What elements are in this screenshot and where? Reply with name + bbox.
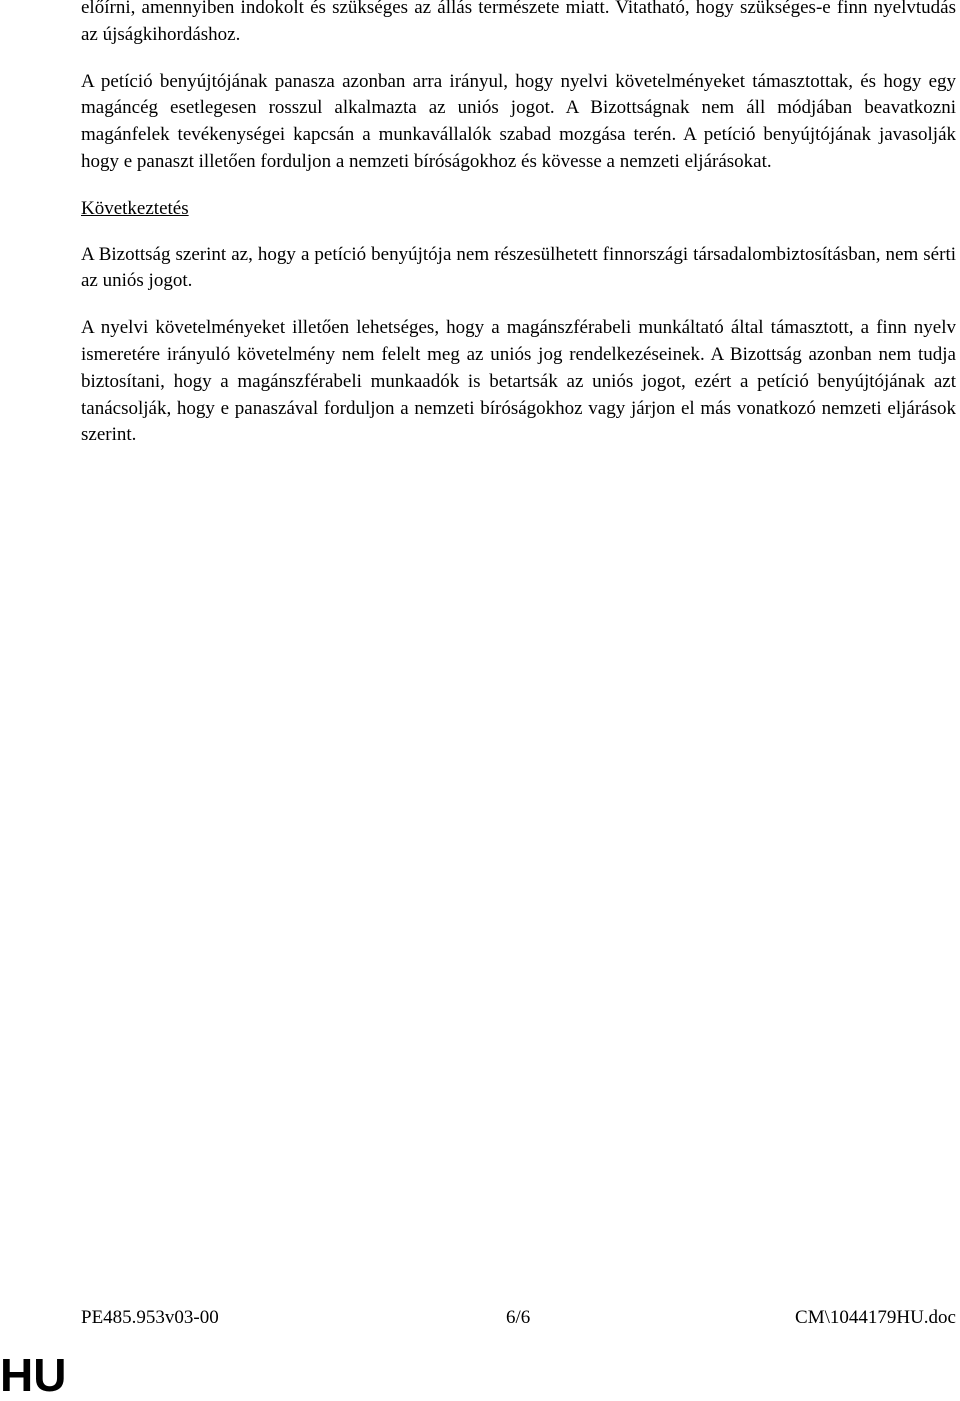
page-footer [81,1305,956,1331]
paragraph-conclusion-language-requirements: A nyelvi követelményeket illetően lehetséges, hogy a magánszférabeli munkáltató által támasztott, a finn nyelv ismeretére irányuló követelmény nem felelt meg az uniós jog rendelkezéseinek. A Bizottság azonban nem tudja biztosítani, hogy a magánszférabeli munkaadók is betartsák az uniós jogot, ezért a petíció benyújtójának azt tanácsolják, hogy e panaszával forduljon a nemzeti bíróságokhoz vagy járjon el más vonatkozó nemzeti eljárások szerint. [81,317,956,446]
paragraph-conclusion-social-security: A Bizottság szerint az, hogy a petíció benyújtója nem részesülhetett finnországi társadalombiztosításban, nem sérti az uniós jogot. [81,243,956,292]
footer-filename: CM\1044179HU.doc [795,1307,956,1328]
language-code-label: HU [0,1349,67,1401]
document-body [81,0,956,469]
footer-page-number: 6/6 [506,1307,531,1328]
paragraph-petitioner-complaint: A petíció benyújtójának panasza azonban arra irányul, hogy nyelvi követelményeket támasztottak, és hogy egy magáncég esetlegesen rosszul alkalmazta az uniós jogot. A Bizottságnak nem áll módjában beavatkozni magánfelek tevékenységei kapcsán a munkavállalók szabad mozgása terén. A petíció benyújtójának javasolják hogy e panaszt illetően forduljon a nemzeti bíróságokhoz és kövesse a nemzeti eljárásokat. [81,70,956,172]
section-heading-conclusion: Következtetés [81,197,189,219]
footer-reference: PE485.953v03-00 [81,1307,219,1328]
paragraph-intro-continuation: előírni, amennyiben indokolt és szükséges az állás természete miatt. Vitatható, hogy szükséges-e finn nyelvtudás az újságkihordáshoz. [81,0,956,45]
